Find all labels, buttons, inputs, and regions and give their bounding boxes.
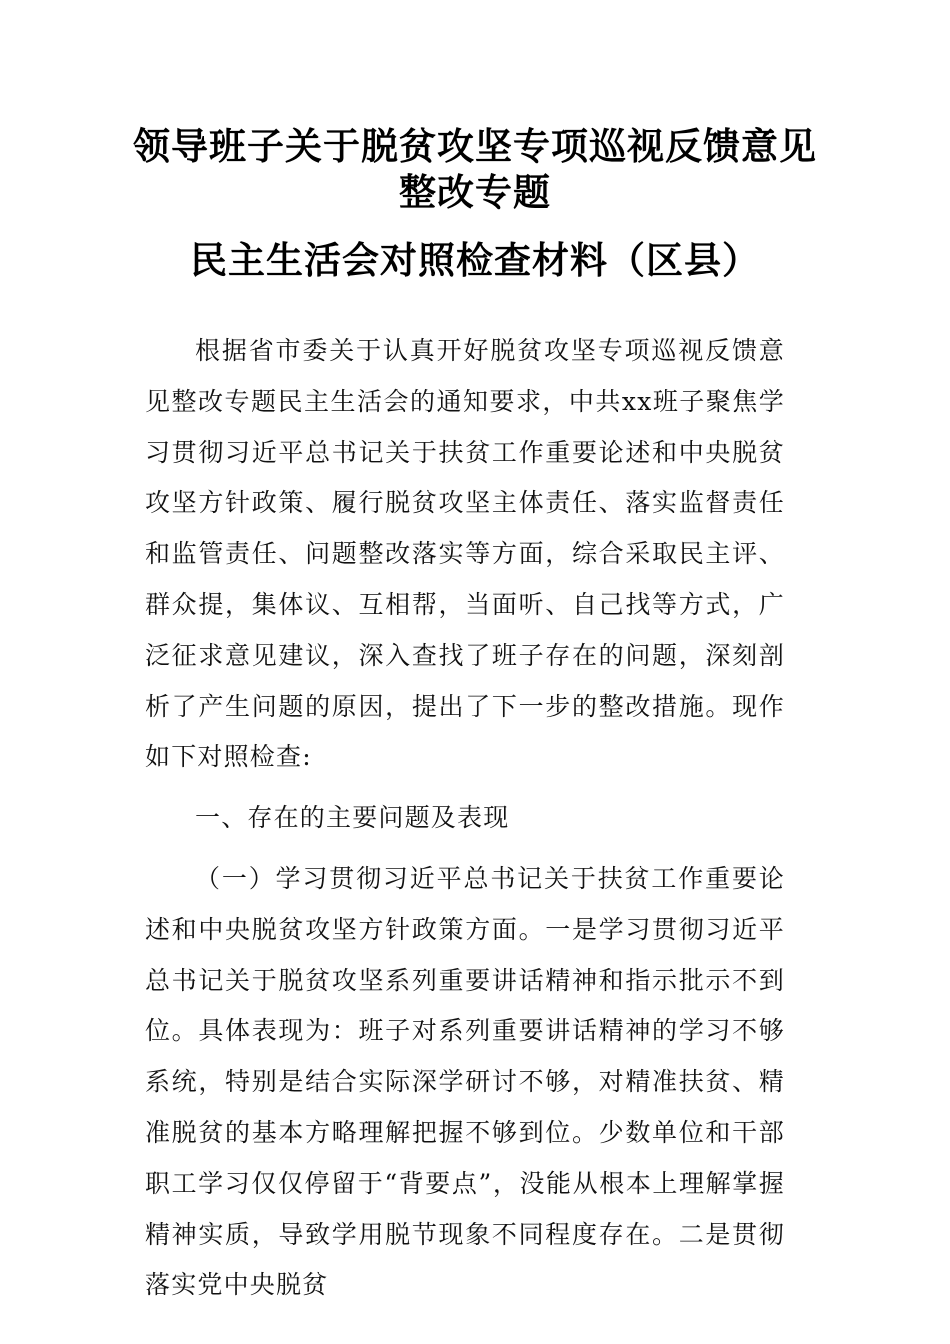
title-line-3: 民主生活会对照检查材料（区县） <box>190 238 760 282</box>
intro-paragraph: 根据省市委关于认真开好脱贫攻坚专项巡视反馈意见整改专题民主生活会的通知要求，中共xx班子聚焦学习贯彻习近平总书记关于扶贫工作重要论述和中央脱贫攻坚方针政策、履行脱贫攻坚主体责任、落实监督责任和监管责任、问题整改落实等方面，综合采取民主评、群众提，集体议、互相帮，当面听、自己找等方式，广泛征求意见建议，深入查找了班子存在的问题，深刻剖析了产生问题的原因，提出了下一步的整改措施。现作如下对照检查: <box>145 336 785 772</box>
section-heading: 一、存在的主要问题及表现 <box>195 803 510 833</box>
document-title <box>120 120 830 286</box>
title-line-1: 领导班子关于脱贫攻坚专项巡视反馈意见 <box>133 124 817 168</box>
subsection-paragraph: （一）学习贯彻习近平总书记关于扶贫工作重要论述和中央脱贫攻坚方针政策方面。一是学习贯彻习近平总书记关于脱贫攻坚系列重要讲话精神和指示批示不到位。具体表现为：班子对系列重要讲话精神的学习不够系统，特别是结合实际深学研讨不够，对精准扶贫、精准脱贫的基本方略理解把握不够到位。少数单位和干部职工学习仅仅停留于“背要点”，没能从根本上理解掌握精神实质，导致学用脱节现象不同程度存在。二是贯彻落实党中央脱贫 <box>145 863 785 1300</box>
document-body <box>145 326 785 1311</box>
title-line-2: 整改专题 <box>399 170 551 214</box>
